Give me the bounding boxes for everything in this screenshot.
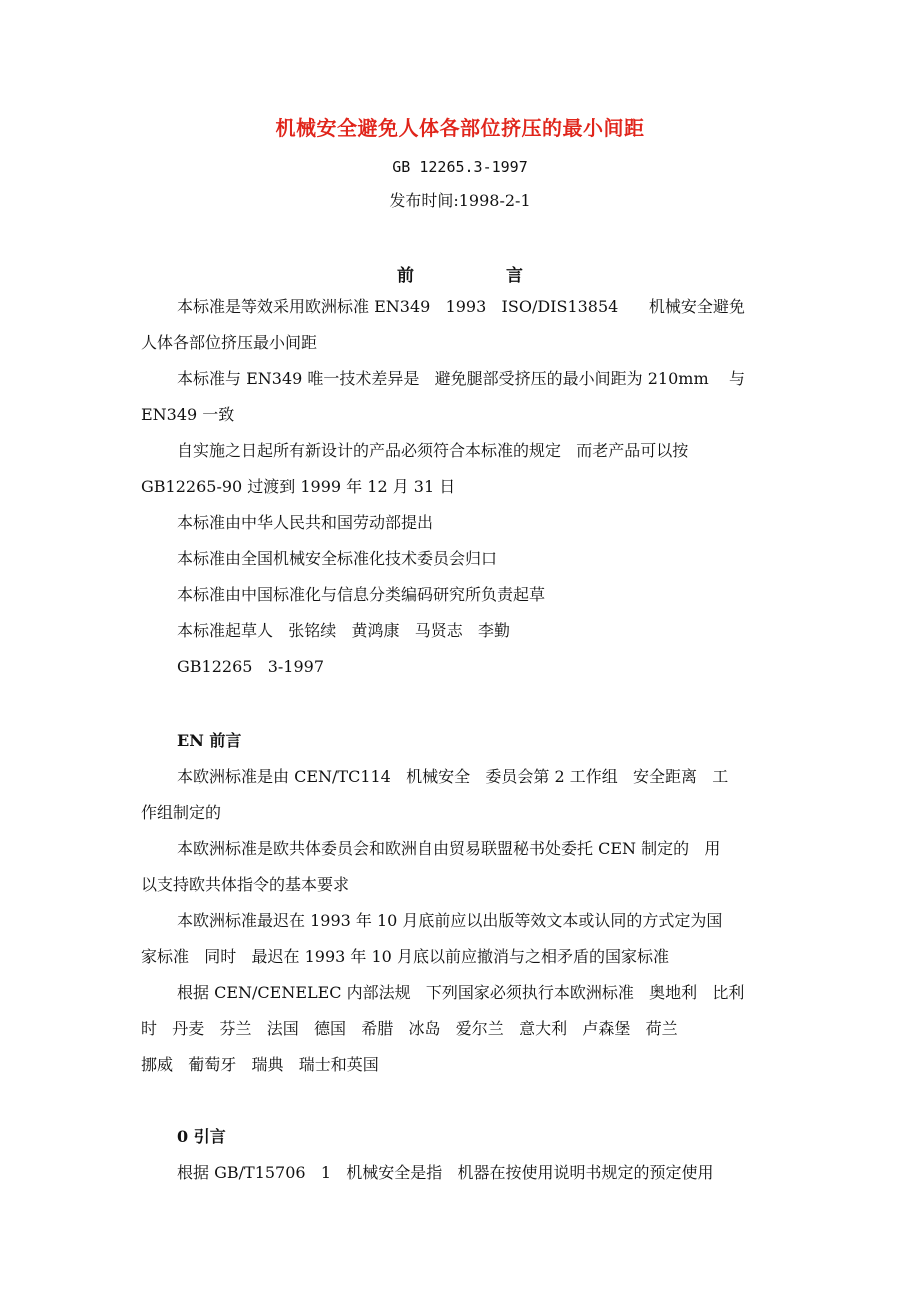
en-preface-line: 本欧洲标准是由 CEN/TC114 机械安全 委员会第 2 工作组 安全距离 工: [177, 767, 729, 786]
en-preface-line: 时 丹麦 芬兰 法国 德国 希腊 冰岛 爱尔兰 意大利 卢森堡 荷兰: [141, 1019, 678, 1038]
en-preface-line: 挪威 葡萄牙 瑞典 瑞士和英国: [141, 1055, 379, 1074]
en-preface-line: 作组制定的: [141, 803, 222, 822]
preface-line: GB12265 3-1997: [177, 657, 324, 676]
preface-heading-left: 前: [397, 266, 414, 286]
en-preface-heading: EN 前言: [177, 731, 242, 750]
document-title: 机械安全避免人体各部位挤压的最小间距: [275, 116, 645, 140]
preface-line: 自实施之日起所有新设计的产品必须符合本标准的规定 而老产品可以按: [177, 441, 689, 460]
preface-line: 本标准由中华人民共和国劳动部提出: [177, 513, 434, 532]
preface-heading: [0, 261, 920, 286]
introduction-line: 根据 GB/T15706 1 机械安全是指 机器在按使用说明书规定的预定使用: [177, 1163, 714, 1182]
preface-line: 人体各部位挤压最小间距: [141, 333, 318, 352]
preface-line: EN349 一致: [141, 405, 235, 424]
en-preface-line: 本欧洲标准最迟在 1993 年 10 月底前应以出版等效文本或认同的方式定为国: [177, 911, 723, 930]
publish-date: 发布时间:1998-2-1: [389, 191, 531, 210]
en-preface-line: 本欧洲标准是欧共体委员会和欧洲自由贸易联盟秘书处委托 CEN 制定的 用: [177, 839, 721, 858]
preface-line: 本标准与 EN349 唯一技术差异是 避免腿部受挤压的最小间距为 210mm 与: [177, 369, 745, 388]
preface-line: 本标准是等效采用欧洲标准 EN349 1993 ISO/DIS13854 机械安全避免: [177, 297, 745, 316]
preface-line: 本标准起草人 张铭续 黄鸿康 马贤志 李勤: [177, 621, 511, 640]
preface-line: 本标准由中国标准化与信息分类编码研究所负责起草: [177, 585, 546, 604]
en-preface-line: 以支持欧共体指令的基本要求: [141, 875, 350, 894]
preface-line: 本标准由全国机械安全标准化技术委员会归口: [177, 549, 498, 568]
introduction-heading: 0 引言: [177, 1127, 226, 1146]
preface-heading-right: 言: [506, 266, 523, 286]
en-preface-line: 根据 CEN/CENELEC 内部法规 下列国家必须执行本欧洲标准 奥地利 比利: [177, 983, 745, 1002]
preface-line: GB12265-90 过渡到 1999 年 12 月 31 日: [141, 477, 456, 496]
en-preface-line: 家标准 同时 最迟在 1993 年 10 月底以前应撤消与之相矛盾的国家标准: [141, 947, 669, 966]
standard-code: GB 12265.3-1997: [392, 158, 528, 176]
